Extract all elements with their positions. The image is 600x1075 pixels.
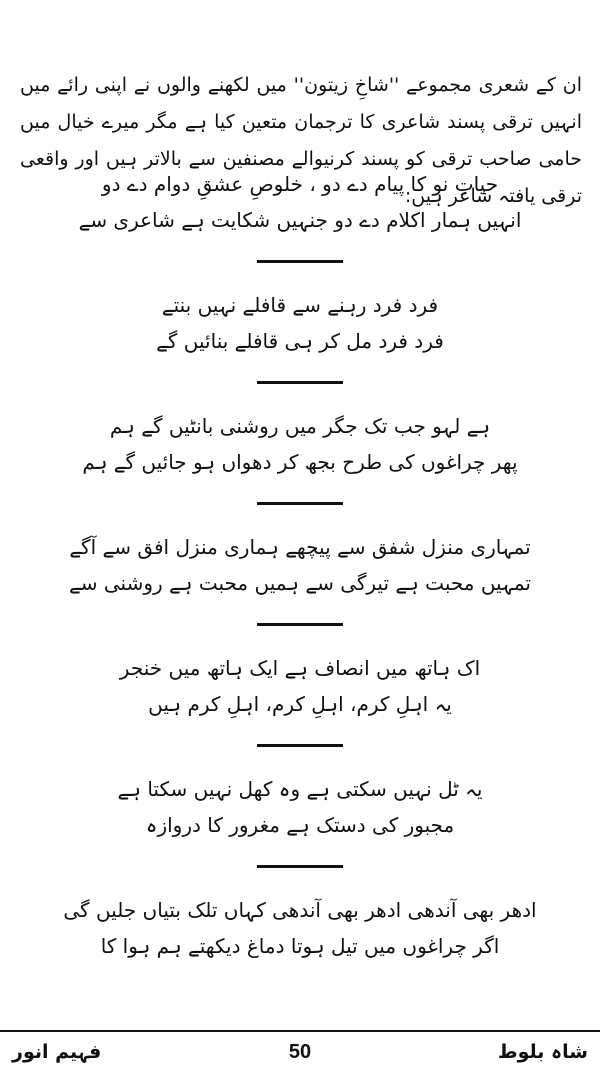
stanza [0, 166, 600, 238]
stanza-divider [257, 623, 343, 626]
footer-divider [0, 1030, 600, 1032]
verse-line: اگر چراغوں میں تیل ہوتا دماغ دیکھتے ہم ہوا کا [100, 934, 500, 958]
stanza [0, 408, 600, 480]
verse-section [0, 166, 600, 964]
verse-line: ادھر بھی آندھی ادھر بھی آندھی کہاں تلک بتیاں جلیں گی [63, 898, 537, 922]
verse-line: مجبور کی دستک ہے مغرور کا دروازہ [145, 813, 455, 837]
verse-line: پھر چراغوں کی طرح بجھ کر دھواں ہو جائیں گے ہم [82, 450, 518, 474]
verse-line: فرد فرد رہنے سے قافلے نہیں بنتے [161, 293, 439, 317]
footer-author: فہیم انور [12, 1041, 102, 1063]
stanza [0, 771, 600, 843]
verse-line: انہیں ہمار اکلام دے دو جنہیں شکایت ہے شاعری سے [78, 208, 522, 232]
page-footer [0, 1037, 600, 1071]
page-number: 50 [288, 1041, 312, 1063]
stanza [0, 892, 600, 964]
verse-line: یہ ٹل نہیں سکتی ہے وہ کھل نہیں سکتا ہے [117, 777, 483, 801]
stanza [0, 287, 600, 359]
stanza-divider [257, 502, 343, 505]
stanza [0, 529, 600, 601]
verse-line: تمہیں محبت ہے تیرگی سے ہمیں محبت ہے روشنی سے [69, 571, 531, 595]
stanza-divider [257, 744, 343, 747]
verse-line: تمہاری منزل شفق سے پیچھے ہماری منزل افق سے آگے [69, 535, 531, 559]
verse-line: ہے لہو جب تک جگر میں روشنی بانٹیں گے ہم [109, 414, 491, 438]
footer-book-title: شاہ بلوط [497, 1041, 588, 1063]
stanza-divider [257, 381, 343, 384]
stanza [0, 650, 600, 722]
stanza-divider [257, 865, 343, 868]
verse-line: حیاتِ نو کا پیام دے دو ، خلوصِ عشقِ دوام دے دو [101, 172, 499, 196]
intro-paragraph: ان کے شعری مجموعے ''شاخِ زیتون'' میں لکھنے والوں نے اپنی رائے میں انہیں ترقی پسند شاعری کا ترجمان متعین کیا ہے مگر میرے خیال میں حامی صاحب ترقی کو پسند کرنیوالے مصنفین سے بالاتر ہیں اور واقعی ترقی یافتہ شاعر ہیں: [20, 74, 582, 207]
verse-line: فرد فرد مل کر ہی قافلے بنائیں گے [156, 329, 444, 353]
stanza-divider [257, 260, 343, 263]
verse-line: یہ اہلِ کرم، اہلِ کرم، اہلِ کرم ہیں [148, 692, 452, 716]
verse-line: اک ہاتھ میں انصاف ہے ایک ہاتھ میں خنجر [119, 656, 481, 680]
